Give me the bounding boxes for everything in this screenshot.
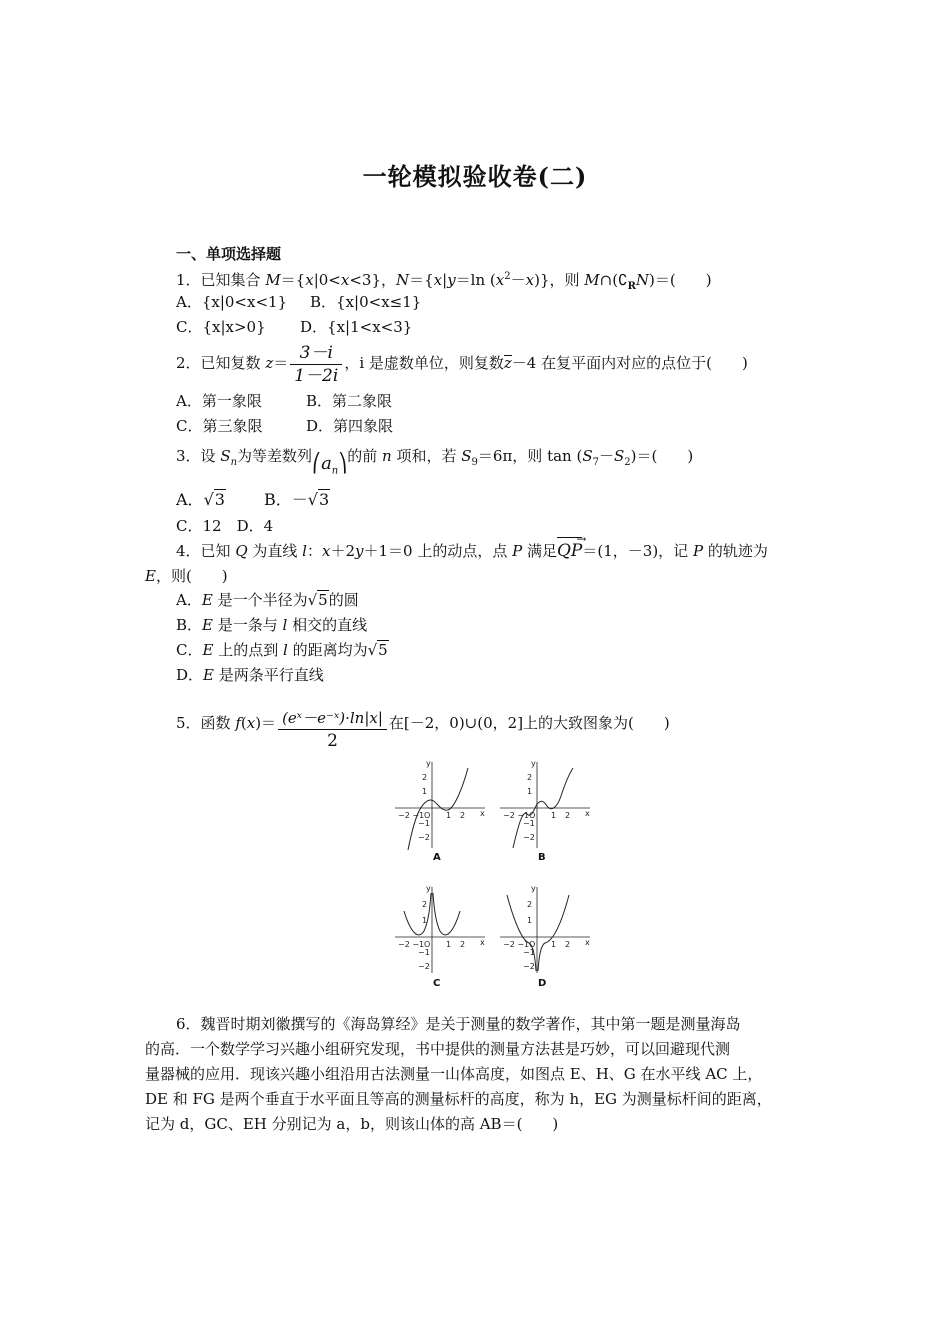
text: 3 [214, 490, 225, 509]
text: 满足 [522, 542, 557, 560]
svg-text:1: 1 [527, 916, 533, 925]
svg-text:2: 2 [527, 900, 533, 909]
text: ＝ln ( [455, 271, 496, 289]
svg-text:2: 2 [460, 940, 466, 949]
svg-text:2: 2 [422, 773, 428, 782]
graph-d [495, 885, 595, 975]
text: 2 [504, 271, 511, 282]
svg-text:2: 2 [527, 773, 533, 782]
text: ＋2 [330, 542, 356, 560]
q1-option-d: D．{x|1<x<3} [300, 318, 413, 336]
text: x [246, 714, 256, 732]
text: n [382, 447, 392, 465]
q4-option-d [176, 665, 324, 685]
text: 是一条与 [212, 616, 283, 634]
text: 的距离均为 [287, 641, 368, 659]
text: 为等差数列 [237, 447, 313, 465]
text: )＝( ) [630, 447, 694, 465]
graph-b [495, 760, 595, 850]
text: 是两条平行直线 [213, 666, 324, 684]
text: | [442, 271, 448, 289]
graph-a-label: A [433, 852, 441, 863]
svg-text:O: O [529, 940, 536, 949]
text: N [395, 271, 410, 289]
text: 2．已知复数 [176, 354, 266, 372]
text: x [495, 271, 505, 289]
text: E [145, 567, 156, 585]
text: x [525, 271, 535, 289]
text: <3}， [349, 271, 396, 289]
svg-text:−2 −1: −2 −1 [398, 940, 425, 949]
text: E [203, 666, 214, 684]
text: 相交的直线 [287, 616, 368, 634]
q2-option-d: D．第四象限 [306, 417, 394, 435]
denominator: 2 [327, 731, 338, 751]
q6-line-2: 的高．一个数学学习兴趣小组研究发现，书中提供的测量方法甚是巧妙，可以回避现代测 [145, 1040, 731, 1058]
text: D． [176, 666, 204, 684]
graph-c [390, 885, 490, 975]
text: 上的点到 [213, 641, 283, 659]
page-title: 一轮模拟验收卷(二) [362, 162, 588, 191]
text: x [340, 271, 350, 289]
svg-text:−2 −1: −2 −1 [398, 811, 425, 820]
text: P [692, 542, 704, 560]
svg-text:x: x [585, 809, 590, 818]
text: S [582, 447, 593, 465]
svg-text:1: 1 [551, 940, 557, 949]
svg-text:−2: −2 [418, 962, 430, 971]
text: f [235, 714, 241, 732]
text: 5 [318, 591, 328, 609]
text: 2 [624, 457, 631, 468]
svg-text:−1: −1 [523, 948, 535, 957]
svg-text:O: O [529, 811, 536, 820]
sqrt: √3 [203, 490, 225, 509]
text: 项和，若 [391, 447, 462, 465]
svg-text:x: x [585, 938, 590, 947]
graph-b-label: B [538, 852, 546, 863]
fraction [290, 342, 342, 387]
text: S [614, 447, 625, 465]
text: S [461, 447, 472, 465]
numerator: (eˣ－e⁻ˣ)·ln|x| [278, 707, 387, 730]
text: l [282, 616, 288, 634]
text: x [305, 271, 314, 289]
q4-option-c [176, 640, 389, 660]
text: 1．已知集合 [176, 271, 266, 289]
svg-text:1: 1 [422, 787, 428, 796]
svg-text:−2: −2 [523, 833, 535, 842]
text: 的圆 [328, 591, 359, 609]
q2-option-c: C．第三象限 [176, 417, 263, 435]
q1-option-b: B．{x|0<x≤1} [310, 293, 422, 311]
svg-text:−1: −1 [418, 819, 430, 828]
text: ，i 是虚数单位，则复数 [344, 354, 504, 372]
svg-text:y: y [426, 885, 431, 893]
q4-option-b [176, 615, 367, 635]
q2-stem [176, 341, 748, 387]
text: E [201, 591, 213, 609]
graph-c-label: C [433, 978, 441, 989]
q1-option-c: C．{x|x>0} [176, 318, 266, 336]
svg-text:−2 −1: −2 −1 [503, 811, 530, 820]
q6-line-3: 量器械的应用．现该兴趣小组沿用古法测量一山体高度，如图点 E、H、G 在水平线 AC 上， [145, 1065, 763, 1083]
text: 在[－2，0)∪(0，2]上的大致图象为( ) [388, 714, 670, 732]
text: B．－ [264, 490, 308, 509]
text: 3．设 [176, 447, 221, 465]
svg-text:O: O [424, 940, 431, 949]
text: ＝{ [280, 271, 306, 289]
q3-option-a [176, 490, 226, 510]
q3-options-cd: C．12 D．4 [176, 517, 274, 535]
svg-text:y: y [531, 760, 536, 768]
text: z [265, 354, 274, 372]
text: l [302, 542, 307, 560]
text: ＝(1，－3)，记 [582, 542, 693, 560]
text: ( [240, 714, 247, 732]
text: E [202, 641, 214, 659]
text: )＝ [255, 714, 277, 732]
svg-text:1: 1 [551, 811, 557, 820]
svg-text:2: 2 [565, 940, 571, 949]
text: ＝6π，则 tan ( [477, 447, 583, 465]
text: Q [235, 542, 248, 560]
text: |0< [313, 271, 341, 289]
text: ＋1＝0 上的动点，点 [363, 542, 513, 560]
q3-option-b [264, 490, 330, 510]
text: ： [306, 542, 322, 560]
text: 的前 [347, 447, 383, 465]
sqrt: √5 [307, 591, 328, 609]
svg-text:1: 1 [446, 811, 452, 820]
graph-d-label: D [538, 978, 547, 989]
svg-text:x: x [480, 809, 485, 818]
q4-stem [176, 538, 768, 564]
svg-text:1: 1 [422, 916, 428, 925]
text: ＝{ [409, 271, 434, 289]
conjugate-z: z [503, 354, 512, 372]
svg-text:y: y [426, 760, 431, 768]
svg-text:−2: −2 [418, 833, 430, 842]
q4-stem-cont [145, 566, 228, 586]
text: 5 [378, 641, 388, 659]
text: S [220, 447, 231, 465]
svg-text:x: x [480, 938, 485, 947]
svg-text:2: 2 [422, 900, 428, 909]
q6-line-4: DE 和 FG 是两个垂直于水平面且等高的测量标杆的高度，称为 h，EG 为测量标杆间的距离， [145, 1090, 772, 1108]
q1-option-a: A．{x|0<x<1} [176, 293, 288, 311]
text: R [627, 281, 636, 292]
text: M [265, 271, 281, 289]
text: C． [176, 641, 203, 659]
text: B． [176, 616, 203, 634]
text: 5．函数 [176, 714, 236, 732]
svg-text:−2 −1: −2 −1 [503, 940, 530, 949]
text: 的轨迹为 [703, 542, 768, 560]
text: )}，则 [534, 271, 585, 289]
text: P [512, 542, 523, 560]
text: a [321, 453, 332, 474]
text: y [355, 542, 364, 560]
q3-stem [176, 441, 693, 487]
text: x [322, 542, 331, 560]
text: 为直线 [247, 542, 303, 560]
svg-text:2: 2 [565, 811, 571, 820]
text: 7 [592, 457, 599, 468]
sequence-a-n: $⎛a_n⎞$ [312, 453, 348, 477]
q6-line-5: 记为 d，GC、EH 分别记为 a，b，则该山体的高 AB＝( ) [145, 1115, 559, 1133]
q6-line-1: 6．魏晋时期刘徽撰写的《海岛算经》是关于测量的数学著作，其中第一题是测量海岛 [176, 1015, 741, 1033]
svg-text:O: O [424, 811, 431, 820]
text: －4 在复平面内对应的点位于( ) [511, 354, 748, 372]
text: x [433, 271, 443, 289]
svg-text:−1: −1 [418, 948, 430, 957]
sqrt: √5 [367, 641, 388, 659]
numerator: 3－i [290, 342, 342, 365]
section-heading: 一、单项选择题 [176, 245, 282, 263]
text: E [202, 616, 213, 634]
text: l [282, 641, 288, 659]
text: 3 [318, 490, 330, 509]
svg-text:2: 2 [460, 811, 466, 820]
q2-option-b: B．第二象限 [306, 392, 393, 410]
text: 9 [471, 457, 478, 468]
q2-option-a: A．第一象限 [176, 392, 262, 410]
text: ，则( ) [155, 567, 228, 585]
sqrt: √3 [307, 490, 330, 509]
text: y [447, 271, 456, 289]
text: A． [176, 490, 204, 509]
q5-stem [176, 698, 670, 752]
text: ∩(∁ [599, 271, 628, 289]
text: n [230, 457, 238, 468]
text: － [598, 447, 614, 465]
text: 是一个半径为 [212, 591, 308, 609]
svg-text:1: 1 [527, 787, 533, 796]
svg-text:1: 1 [446, 940, 452, 949]
text: － [510, 271, 526, 289]
svg-text:y: y [531, 885, 536, 893]
text: N [635, 271, 650, 289]
vector-qp: QP → [557, 538, 582, 564]
svg-text:−2: −2 [523, 962, 535, 971]
text: A． [176, 591, 202, 609]
text: )＝( ) [649, 271, 712, 289]
text: ＝ [273, 354, 289, 372]
q4-option-a [176, 590, 359, 610]
text: M [584, 271, 600, 289]
fraction [278, 707, 387, 752]
text: 4．已知 [176, 542, 236, 560]
denominator: 1－2i [294, 365, 339, 386]
svg-text:−1: −1 [523, 819, 535, 828]
graph-a [390, 760, 490, 850]
